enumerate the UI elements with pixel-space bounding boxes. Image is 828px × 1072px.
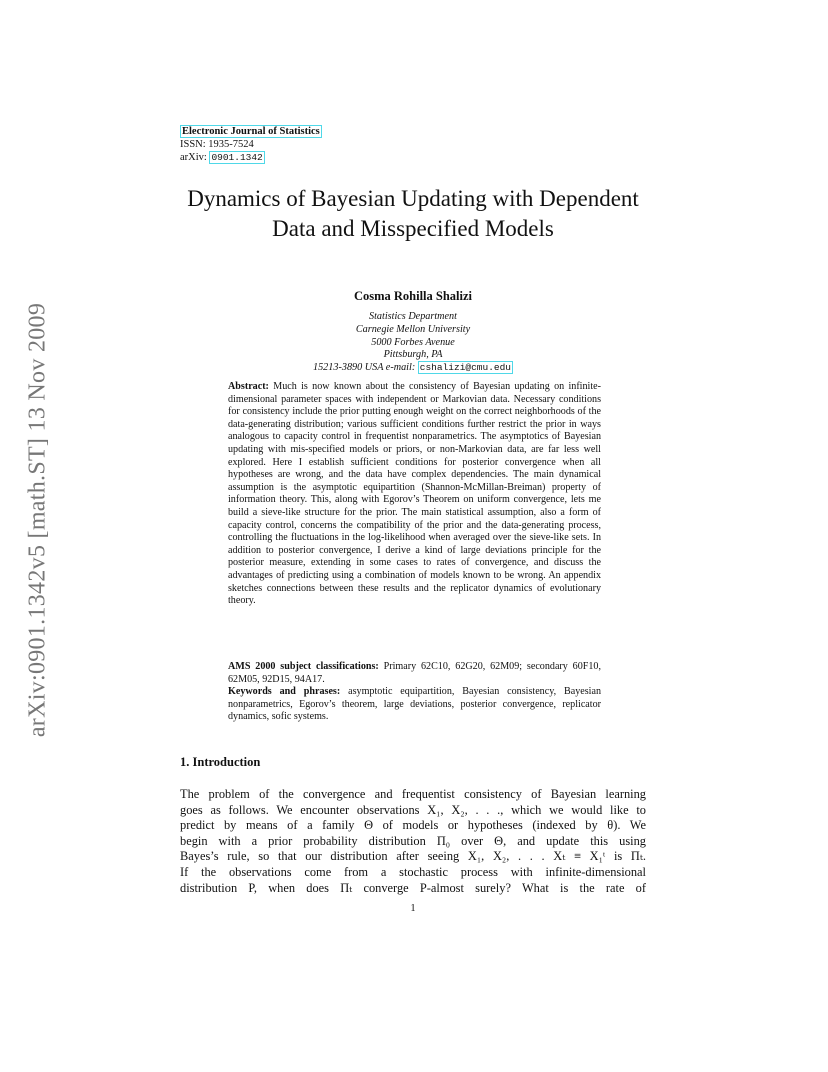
keywords-label: Keywords and phrases:	[228, 686, 341, 698]
intro-line: predict by means of a family Θ of models or hypotheses (indexed by θ). We	[180, 818, 646, 833]
arxiv-label: arXiv:	[180, 152, 207, 163]
journal-arxiv-line	[180, 151, 322, 164]
ams-label: AMS 2000 subject classifications:	[228, 661, 379, 672]
classification-block	[228, 661, 601, 724]
arxiv-number-link[interactable]: 0901.1342	[211, 152, 263, 163]
journal-issn: ISSN: 1935-7524	[180, 139, 254, 150]
journal-header	[180, 125, 322, 164]
ams-classification	[228, 661, 601, 686]
affil-dept: Statistics Department	[368, 311, 457, 322]
author-name: Cosma Rohilla Shalizi	[353, 289, 473, 303]
paper-title: Dynamics of Bayesian Updating with Dependent Data and Misspecified Models	[187, 186, 639, 241]
ams-text: Primary 62C10, 62G20, 62M09; secondary 60F10, 62M05, 92D15, 94A17.	[228, 661, 601, 685]
intro-line: The problem of the convergence and frequentist consistency of Bayesian learning	[180, 787, 646, 801]
arxiv-id-vertical: arXiv:0901.1342v5 [math.ST] 13 Nov 2009	[24, 302, 51, 738]
affil-street: 5000 Forbes Avenue	[371, 336, 455, 348]
affil-city: Pittsburgh, PA	[383, 349, 443, 361]
section-heading: 1. Introduction	[180, 755, 261, 769]
keywords-text: asymptotic equipartition, Bayesian consistency, Bayesian nonparametrics, Egorov’s theorem, large deviations, posterior convergence, replicator dynamics, sofic systems.	[228, 686, 601, 723]
affil-university: Carnegie Mellon University	[355, 323, 471, 335]
intro-line: If the observations come from a stochastic process with infinite-dimensional	[180, 864, 646, 879]
author-email-link[interactable]: cshalizi@cmu.edu	[419, 362, 511, 374]
intro-line: begin with a prior probability distribution Π₀ over Θ, and update this using	[180, 833, 646, 848]
affil-zip-email-label: 15213-3890 USA e-mail:	[312, 362, 416, 374]
intro-line: Bayes’s rule, so that our distribution after seeing X₁, X₂, . . . Xₜ ≡ X₁ᵗ is Πₜ.	[180, 849, 646, 864]
keywords	[228, 686, 601, 724]
abstract-label: Abstract:	[228, 381, 269, 392]
abstract-text: Much is now known about the consistency of Bayesian updating on infinite-dimensional parameter spaces with independent or Markovian data. Necessary conditions for consistency include the prior putting enough weight on the correct neighborhoods of the data-generating distribution; various sufficient conditions further restrict the prior in ways analogous to capacity control in frequentist nonparametrics. The asymptotics of Bayesian updating with mis-specified models or priors, or non-Markovian data, are far less well explored. Here I establish sufficient conditions for posterior convergence when all hypotheses are wrong, and the data have complex dependencies. The main dynamical assumption is the asymptotic equipartition (Shannon-McMillan-Breiman) property of information theory. This, along with Egorov’s Theorem on uniform convergence, lets me build a sieve-like structure for the prior. The main statistical assumption, also a form of capacity control, concerns the compatibility of the prior and the data-generating process, controlling the fluctuations in the log-likelihood when averaged over the sieve-like sets. In addition to posterior convergence, I derive a kind of large deviations principle for the posterior measure, extending in some cases to rates of convergence, and discuss the advantages of predicting using a combination of models known to be wrong. An appendix sketches connections between these results and the replicator dynamics of evolutionary theory.	[228, 381, 601, 607]
journal-name-link[interactable]: Electronic Journal of Statistics	[182, 126, 320, 137]
intro-paragraph	[180, 787, 646, 896]
intro-line: goes as follows. We encounter observations X₁, X₂, . . ., which we would like to	[180, 802, 646, 817]
author-affiliation	[180, 311, 646, 375]
abstract-block	[228, 381, 601, 608]
intro-line: distribution P, when does Πₜ converge P-almost surely? What is the rate of	[180, 880, 646, 895]
arxiv-sidebar-stamp	[18, 270, 58, 770]
page-number: 1	[410, 903, 416, 914]
